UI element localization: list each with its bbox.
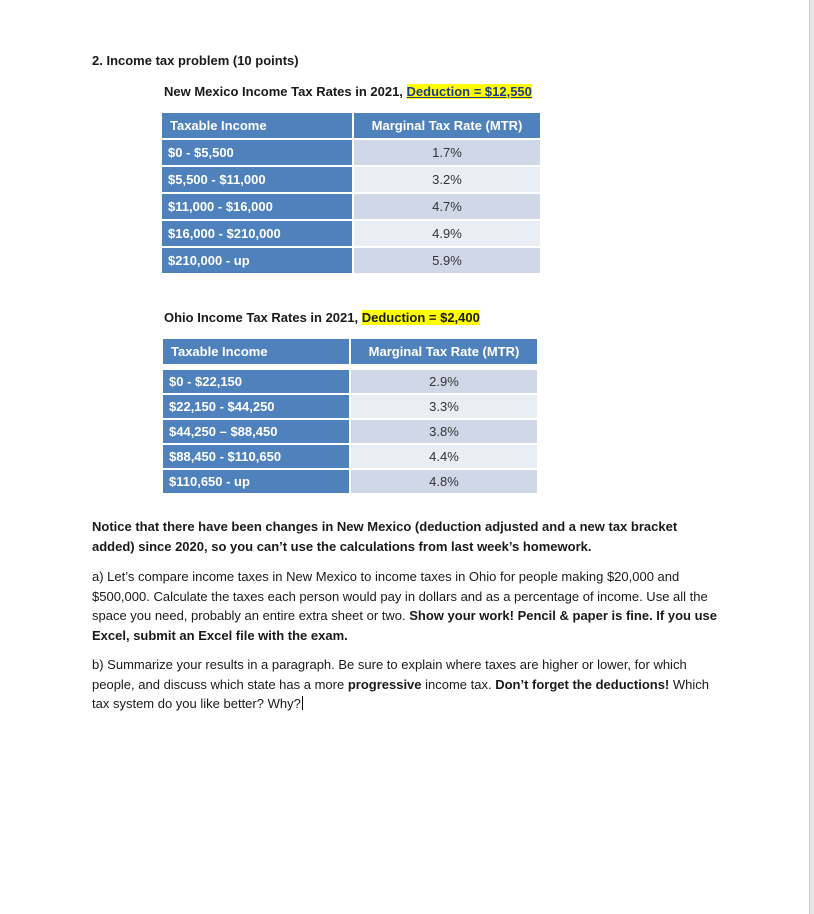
bracket-cell: $0 - $5,500 xyxy=(162,140,352,165)
rate-cell: 4.9% xyxy=(354,221,540,246)
bracket-cell: $88,450 - $110,650 xyxy=(163,445,349,468)
bracket-cell: $5,500 - $11,000 xyxy=(162,167,352,192)
rate-cell: 2.9% xyxy=(351,370,537,393)
col-header-taxable-income: Taxable Income xyxy=(163,339,349,364)
part-a-paragraph xyxy=(92,567,722,645)
bracket-cell: $210,000 - up xyxy=(162,248,352,273)
rate-cell: 5.9% xyxy=(354,248,540,273)
table-row xyxy=(163,470,537,493)
part-b-bold-1: progressive xyxy=(347,676,422,692)
problem-heading: 2. Income tax problem (10 points) xyxy=(92,53,299,68)
table-row xyxy=(163,420,537,443)
table-row xyxy=(162,167,540,192)
part-b-text-2: income tax. xyxy=(421,676,496,692)
oh-tax-table xyxy=(161,337,539,495)
bracket-cell: $0 - $22,150 xyxy=(163,370,349,393)
table-row xyxy=(163,370,537,393)
oh-deduction: Deduction = $2,400 xyxy=(361,310,480,325)
rate-cell: 3.2% xyxy=(354,167,540,192)
bracket-cell: $16,000 - $210,000 xyxy=(162,221,352,246)
table-row xyxy=(163,445,537,468)
nm-caption-text: New Mexico Income Tax Rates in 2021, xyxy=(164,84,407,99)
page-edge xyxy=(809,0,814,914)
text-cursor[interactable] xyxy=(302,696,303,710)
col-header-marginal-rate: Marginal Tax Rate (MTR) xyxy=(354,113,540,138)
part-a-bold: Show your work! Pencil & paper is fine. If you use Excel, submit an Excel file with the exam. xyxy=(92,608,717,643)
rate-cell: 1.7% xyxy=(354,140,540,165)
bracket-cell: $22,150 - $44,250 xyxy=(163,395,349,418)
col-header-taxable-income: Taxable Income xyxy=(162,113,352,138)
table-row xyxy=(162,248,540,273)
rate-cell: 3.8% xyxy=(351,420,537,443)
nm-deduction: Deduction = $12,550 xyxy=(406,84,532,99)
table-row xyxy=(163,395,537,418)
rate-cell: 4.7% xyxy=(354,194,540,219)
col-header-marginal-rate: Marginal Tax Rate (MTR) xyxy=(351,339,537,364)
oh-caption xyxy=(164,310,480,325)
table-row xyxy=(162,221,540,246)
part-a-text: a) Let’s compare income taxes in New Mexico to income taxes in Ohio for people making $20,000 and $500,000. Calculate the taxes each person would pay in dollars and as a percentage of income. Use all the space you need, probably an entire extra sheet or two. xyxy=(92,569,708,623)
table-row xyxy=(162,194,540,219)
bracket-cell: $110,650 - up xyxy=(163,470,349,493)
table-spacer xyxy=(163,366,537,368)
table-row xyxy=(162,140,540,165)
part-b-bold-2: Don’t forget the deductions! xyxy=(495,676,670,692)
rate-cell: 4.8% xyxy=(351,470,537,493)
part-b-paragraph xyxy=(92,655,722,714)
part-b-text-3: Which tax system do you like better? Why? xyxy=(92,676,709,711)
table-header-row xyxy=(162,113,540,138)
oh-caption-text: Ohio Income Tax Rates in 2021, xyxy=(164,310,362,325)
nm-caption xyxy=(164,84,532,99)
rate-cell: 4.4% xyxy=(351,445,537,468)
table-header-row xyxy=(163,339,537,364)
rate-cell: 3.3% xyxy=(351,395,537,418)
nm-tax-table xyxy=(160,111,542,275)
part-b-text-1: b) Summarize your results in a paragraph. Be sure to explain where taxes are higher or lower, for which people, and discuss which state has a more xyxy=(92,657,687,692)
notice-paragraph: Notice that there have been changes in New Mexico (deduction adjusted and a new tax bracket added) since 2020, so you can’t use the calculations from last week’s homework. xyxy=(92,519,678,554)
bracket-cell: $44,250 – $88,450 xyxy=(163,420,349,443)
bracket-cell: $11,000 - $16,000 xyxy=(162,194,352,219)
